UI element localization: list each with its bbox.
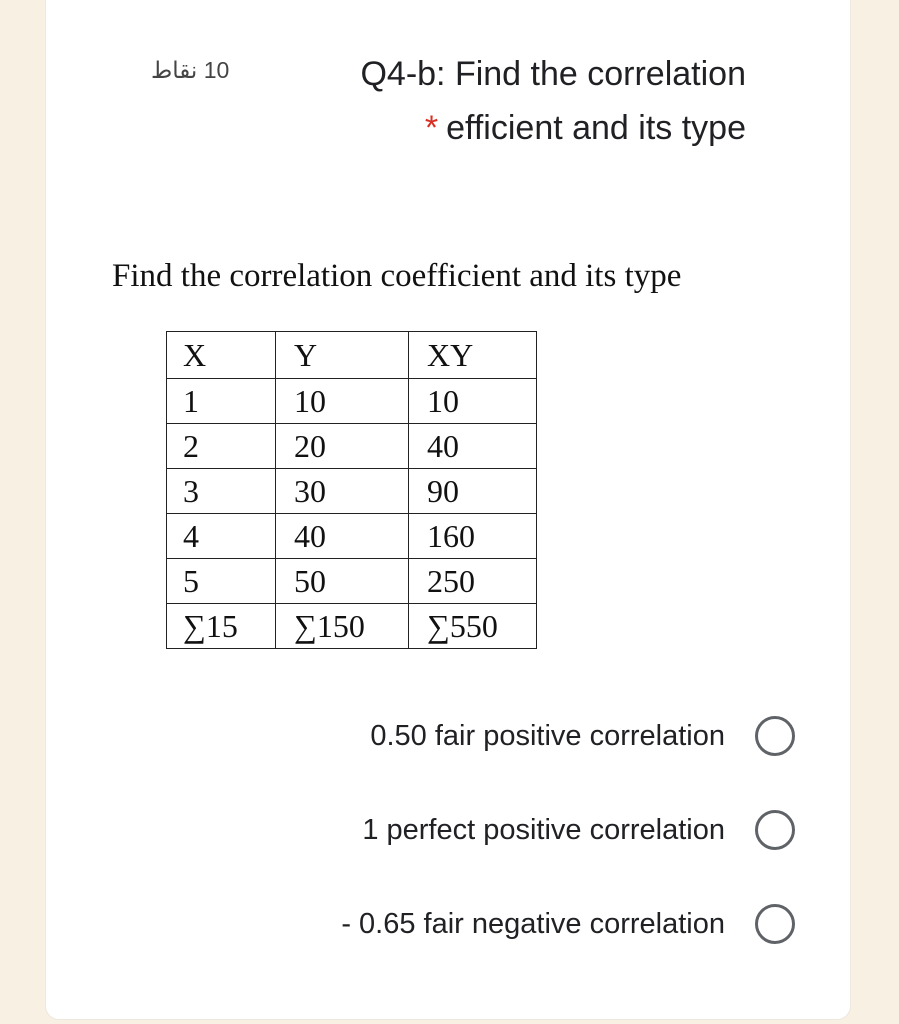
table-row <box>167 424 537 469</box>
table-cell: 20 <box>276 424 409 469</box>
table-cell: 250 <box>409 559 537 604</box>
table-cell: 50 <box>276 559 409 604</box>
question-title-line1: Q4-b: Find the correlation <box>360 55 746 93</box>
table-cell: 40 <box>276 514 409 559</box>
answer-options <box>195 712 795 994</box>
question-title-line2: efficient and its type <box>446 109 746 147</box>
table-cell: 10 <box>276 379 409 424</box>
table-cell: 30 <box>276 469 409 514</box>
table-cell: 160 <box>409 514 537 559</box>
table-cell: 2 <box>167 424 276 469</box>
question-title <box>226 47 746 155</box>
option-label: 0.50 fair positive correlation <box>370 719 725 752</box>
radio-button[interactable] <box>755 904 795 944</box>
table-row <box>167 469 537 514</box>
option-1-perfect-positive[interactable] <box>195 806 795 854</box>
radio-button[interactable] <box>755 810 795 850</box>
question-image <box>112 258 772 658</box>
table-cell-sum-xy: ∑550 <box>409 604 537 649</box>
data-table <box>166 331 537 649</box>
table-header-x: X <box>167 332 276 379</box>
table-cell: 3 <box>167 469 276 514</box>
table-cell: 90 <box>409 469 537 514</box>
required-asterisk: * <box>424 109 439 147</box>
table-sum-row <box>167 604 537 649</box>
table-cell: 4 <box>167 514 276 559</box>
table-cell: 40 <box>409 424 537 469</box>
table-cell-sum-y: ∑150 <box>276 604 409 649</box>
table-cell: 5 <box>167 559 276 604</box>
radio-button[interactable] <box>755 716 795 756</box>
table-cell-sum-x: ∑15 <box>167 604 276 649</box>
problem-statement: Find the correlation coefficient and its type <box>112 258 682 294</box>
question-title-line2-wrap <box>226 101 746 155</box>
table-row <box>167 559 537 604</box>
table-row <box>167 379 537 424</box>
table-row <box>167 514 537 559</box>
points-label: 10 نقاط <box>151 57 230 83</box>
option-neg-0-65-fair-negative[interactable] <box>195 900 795 948</box>
table-header-y: Y <box>276 332 409 379</box>
option-label: 1 perfect positive correlation <box>362 813 725 846</box>
table-header-row <box>167 332 537 379</box>
option-label: - 0.65 fair negative correlation <box>341 907 725 940</box>
table-cell: 10 <box>409 379 537 424</box>
option-0-50-fair-positive[interactable] <box>195 712 795 760</box>
table-cell: 1 <box>167 379 276 424</box>
table-header-xy: XY <box>409 332 537 379</box>
